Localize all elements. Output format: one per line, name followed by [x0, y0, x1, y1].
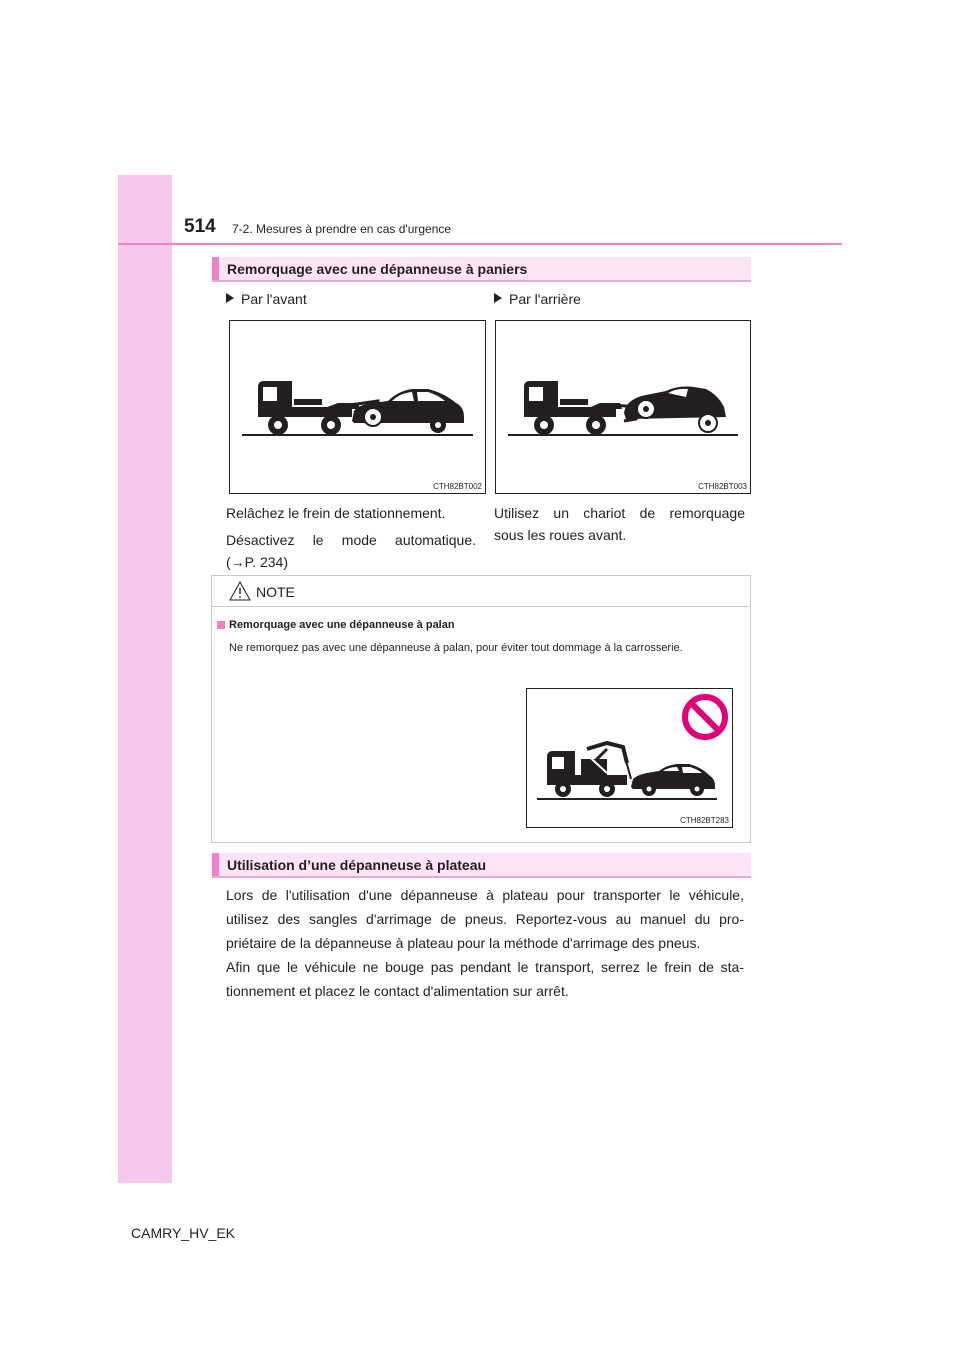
section-title: Remorquage avec une dépanneuse à paniers — [227, 261, 528, 277]
section-marker — [212, 853, 219, 876]
triangle-bullet-icon — [226, 293, 234, 303]
paragraph-line: utilisez des sangles d'arrimage de pneus. Reportez-vous au manuel du pro- — [226, 911, 744, 927]
note-title: NOTE — [256, 584, 295, 600]
figure-code: CTH82BT283 — [680, 816, 729, 825]
figure-code: CTH82BT003 — [698, 482, 747, 491]
figure-tow-front — [229, 320, 486, 494]
rear-view-label: Par l'arrière — [494, 291, 581, 307]
paragraph-line: Lors de l'utilisation d'une dépanneuse à plateau pour transporter le véhicule, — [226, 887, 744, 903]
section-heading-wheel-lift — [212, 257, 751, 282]
triangle-bullet-icon — [494, 293, 502, 303]
front-instruction-2: Désactivez le mode automatique. — [226, 532, 476, 548]
chapter-title: 7-2. Mesures à prendre en cas d'urgence — [232, 222, 452, 236]
paragraph-line: priétaire de la dépanneuse à plateau pour la méthode d'arrimage des pneus. — [226, 935, 701, 951]
figure-no-sling-tow — [526, 688, 733, 828]
warning-triangle-icon — [229, 581, 251, 601]
note-subtitle: Remorquage avec une dépanneuse à palan — [229, 619, 455, 631]
header-rule — [118, 243, 842, 245]
tow-rear-illustration — [496, 321, 750, 493]
section-marker — [212, 257, 219, 280]
section-heading-flatbed — [212, 853, 751, 878]
side-tab-band — [118, 175, 172, 1183]
paragraph-line: Afin que le véhicule ne bouge pas pendant le transport, serrez le frein de sta- — [226, 959, 744, 975]
paragraph-line: tionnement et placez le contact d'alimentation sur arrêt. — [226, 983, 569, 999]
note-text: Ne remorquez pas avec une dépanneuse à palan, pour éviter tout dommage à la carrosserie. — [229, 642, 683, 654]
square-bullet-icon — [217, 621, 225, 629]
front-instruction-2-ref: (→P. 234) — [226, 554, 288, 570]
page-number: 514 — [184, 216, 216, 237]
sling-tow-prohibited-illustration — [527, 689, 732, 827]
section-title: Utilisation d’une dépanneuse à plateau — [227, 857, 487, 873]
note-divider — [212, 606, 750, 607]
front-instruction-1: Relâchez le frein de stationnement. — [226, 505, 446, 521]
figure-code: CTH82BT002 — [433, 482, 482, 491]
tow-front-illustration — [230, 321, 485, 493]
rear-instruction-line2: sous les roues avant. — [494, 527, 627, 543]
footer-model-code: CAMRY_HV_EK — [131, 1225, 236, 1241]
note-box — [211, 575, 751, 843]
figure-tow-rear — [495, 320, 751, 494]
front-view-label: Par l'avant — [226, 291, 307, 307]
rear-instruction-line1: Utilisez un chariot de remorquage — [494, 505, 745, 521]
